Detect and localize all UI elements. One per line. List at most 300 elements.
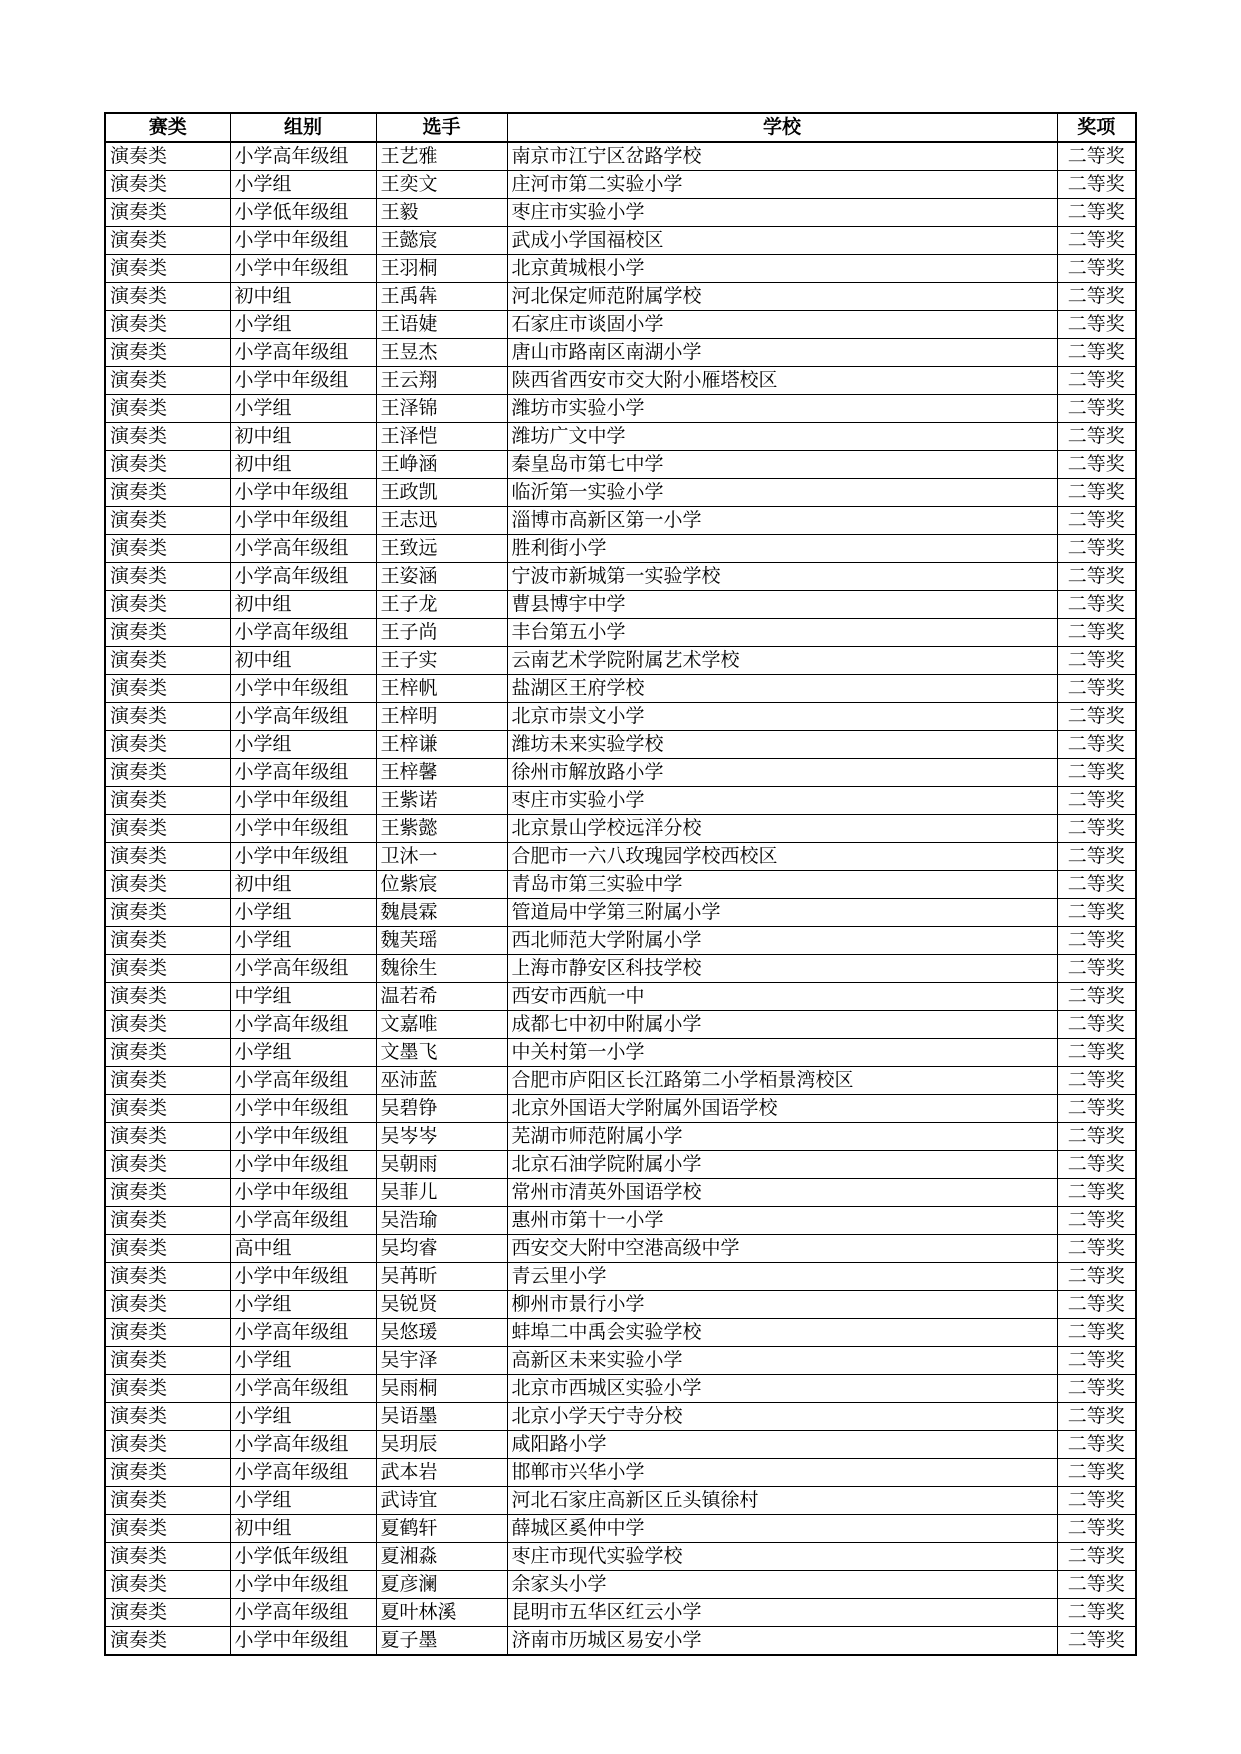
cell-group: 小学低年级组 (230, 199, 376, 227)
cell-group: 小学中年级组 (230, 815, 376, 843)
table-row (105, 955, 1136, 983)
cell-group: 小学中年级组 (230, 367, 376, 395)
cell-contestant: 夏子墨 (376, 1627, 507, 1656)
cell-group: 小学中年级组 (230, 479, 376, 507)
header-school: 学校 (507, 113, 1057, 142)
cell-school: 河北保定师范附属学校 (507, 283, 1057, 311)
cell-contestant: 王羽桐 (376, 255, 507, 283)
cell-group: 小学高年级组 (230, 339, 376, 367)
cell-award: 二等奖 (1057, 227, 1136, 255)
table-row (105, 927, 1136, 955)
cell-group: 小学高年级组 (230, 1599, 376, 1627)
cell-group: 小学高年级组 (230, 955, 376, 983)
cell-award: 二等奖 (1057, 255, 1136, 283)
cell-award: 二等奖 (1057, 843, 1136, 871)
cell-school: 西安市西航一中 (507, 983, 1057, 1011)
cell-category: 演奏类 (105, 227, 230, 255)
cell-contestant: 吴锐贤 (376, 1291, 507, 1319)
cell-school: 临沂第一实验小学 (507, 479, 1057, 507)
header-contestant: 选手 (376, 113, 507, 142)
table-row (105, 1571, 1136, 1599)
cell-contestant: 王政凯 (376, 479, 507, 507)
cell-group: 小学高年级组 (230, 1431, 376, 1459)
cell-category: 演奏类 (105, 283, 230, 311)
cell-group: 小学中年级组 (230, 675, 376, 703)
cell-category: 演奏类 (105, 927, 230, 955)
cell-group: 小学高年级组 (230, 535, 376, 563)
table-row (105, 535, 1136, 563)
cell-school: 西北师范大学附属小学 (507, 927, 1057, 955)
table-row (105, 1375, 1136, 1403)
cell-category: 演奏类 (105, 142, 230, 171)
cell-school: 枣庄市实验小学 (507, 787, 1057, 815)
cell-school: 宁波市新城第一实验学校 (507, 563, 1057, 591)
cell-award: 二等奖 (1057, 1235, 1136, 1263)
cell-group: 初中组 (230, 1515, 376, 1543)
cell-contestant: 王紫诺 (376, 787, 507, 815)
table-row (105, 1179, 1136, 1207)
cell-contestant: 王子龙 (376, 591, 507, 619)
cell-school: 常州市清英外国语学校 (507, 1179, 1057, 1207)
cell-award: 二等奖 (1057, 1571, 1136, 1599)
cell-group: 小学中年级组 (230, 255, 376, 283)
cell-contestant: 王泽恺 (376, 423, 507, 451)
cell-category: 演奏类 (105, 591, 230, 619)
cell-school: 上海市静安区科技学校 (507, 955, 1057, 983)
cell-category: 演奏类 (105, 983, 230, 1011)
cell-contestant: 文嘉唯 (376, 1011, 507, 1039)
cell-category: 演奏类 (105, 1375, 230, 1403)
cell-contestant: 王姿涵 (376, 563, 507, 591)
cell-group: 小学组 (230, 1403, 376, 1431)
cell-category: 演奏类 (105, 1487, 230, 1515)
cell-award: 二等奖 (1057, 1263, 1136, 1291)
cell-school: 盐湖区王府学校 (507, 675, 1057, 703)
table-row (105, 339, 1136, 367)
cell-contestant: 卫沐一 (376, 843, 507, 871)
cell-school: 青岛市第三实验中学 (507, 871, 1057, 899)
cell-award: 二等奖 (1057, 1095, 1136, 1123)
table-row (105, 983, 1136, 1011)
cell-school: 云南艺术学院附属艺术学校 (507, 647, 1057, 675)
cell-school: 北京小学天宁寺分校 (507, 1403, 1057, 1431)
table-body (105, 142, 1136, 1655)
cell-contestant: 吴悠瑗 (376, 1319, 507, 1347)
table-row (105, 1235, 1136, 1263)
cell-contestant: 王梓馨 (376, 759, 507, 787)
cell-category: 演奏类 (105, 255, 230, 283)
cell-contestant: 吴雨桐 (376, 1375, 507, 1403)
cell-group: 小学组 (230, 311, 376, 339)
cell-category: 演奏类 (105, 535, 230, 563)
cell-contestant: 吴均睿 (376, 1235, 507, 1263)
cell-school: 唐山市路南区南湖小学 (507, 339, 1057, 367)
cell-category: 演奏类 (105, 171, 230, 199)
table-row (105, 1067, 1136, 1095)
cell-category: 演奏类 (105, 1151, 230, 1179)
cell-category: 演奏类 (105, 479, 230, 507)
cell-school: 胜利街小学 (507, 535, 1057, 563)
cell-school: 惠州市第十一小学 (507, 1207, 1057, 1235)
table-row (105, 1319, 1136, 1347)
cell-category: 演奏类 (105, 1319, 230, 1347)
cell-award: 二等奖 (1057, 1375, 1136, 1403)
cell-school: 余家头小学 (507, 1571, 1057, 1599)
cell-category: 演奏类 (105, 1123, 230, 1151)
cell-contestant: 吴苒昕 (376, 1263, 507, 1291)
table-row (105, 899, 1136, 927)
header-award: 奖项 (1057, 113, 1136, 142)
cell-contestant: 王语婕 (376, 311, 507, 339)
cell-contestant: 夏叶林溪 (376, 1599, 507, 1627)
table-row (105, 367, 1136, 395)
cell-school: 薛城区奚仲中学 (507, 1515, 1057, 1543)
cell-group: 小学高年级组 (230, 1067, 376, 1095)
table-row (105, 1599, 1136, 1627)
cell-group: 小学高年级组 (230, 1207, 376, 1235)
cell-award: 二等奖 (1057, 899, 1136, 927)
cell-contestant: 魏芙瑶 (376, 927, 507, 955)
cell-category: 演奏类 (105, 955, 230, 983)
cell-school: 柳州市景行小学 (507, 1291, 1057, 1319)
cell-award: 二等奖 (1057, 647, 1136, 675)
table-row (105, 619, 1136, 647)
cell-school: 武成小学国福校区 (507, 227, 1057, 255)
cell-award: 二等奖 (1057, 787, 1136, 815)
cell-award: 二等奖 (1057, 955, 1136, 983)
cell-school: 蚌埠二中禹会实验学校 (507, 1319, 1057, 1347)
cell-group: 初中组 (230, 591, 376, 619)
cell-award: 二等奖 (1057, 339, 1136, 367)
table-row (105, 395, 1136, 423)
cell-category: 演奏类 (105, 311, 230, 339)
cell-group: 小学组 (230, 1347, 376, 1375)
cell-category: 演奏类 (105, 899, 230, 927)
cell-category: 演奏类 (105, 871, 230, 899)
table-row (105, 787, 1136, 815)
cell-award: 二等奖 (1057, 142, 1136, 171)
cell-category: 演奏类 (105, 815, 230, 843)
cell-school: 曹县博宇中学 (507, 591, 1057, 619)
cell-school: 枣庄市现代实验学校 (507, 1543, 1057, 1571)
cell-award: 二等奖 (1057, 1123, 1136, 1151)
cell-award: 二等奖 (1057, 983, 1136, 1011)
cell-award: 二等奖 (1057, 451, 1136, 479)
cell-contestant: 王毅 (376, 199, 507, 227)
cell-contestant: 王禹犇 (376, 283, 507, 311)
cell-award: 二等奖 (1057, 311, 1136, 339)
cell-school: 北京石油学院附属小学 (507, 1151, 1057, 1179)
cell-category: 演奏类 (105, 1207, 230, 1235)
cell-school: 芜湖市师范附属小学 (507, 1123, 1057, 1151)
cell-contestant: 王紫懿 (376, 815, 507, 843)
table-row (105, 1291, 1136, 1319)
cell-category: 演奏类 (105, 339, 230, 367)
cell-group: 小学中年级组 (230, 787, 376, 815)
cell-contestant: 王致远 (376, 535, 507, 563)
cell-award: 二等奖 (1057, 1011, 1136, 1039)
table-row (105, 1263, 1136, 1291)
table-row (105, 1011, 1136, 1039)
cell-group: 小学组 (230, 1039, 376, 1067)
cell-school: 潍坊未来实验学校 (507, 731, 1057, 759)
cell-contestant: 武诗宜 (376, 1487, 507, 1515)
cell-group: 初中组 (230, 871, 376, 899)
cell-group: 小学中年级组 (230, 507, 376, 535)
cell-award: 二等奖 (1057, 1403, 1136, 1431)
cell-school: 中关村第一小学 (507, 1039, 1057, 1067)
cell-contestant: 王峥涵 (376, 451, 507, 479)
cell-award: 二等奖 (1057, 1067, 1136, 1095)
cell-contestant: 夏鹤轩 (376, 1515, 507, 1543)
cell-category: 演奏类 (105, 1599, 230, 1627)
cell-school: 北京市崇文小学 (507, 703, 1057, 731)
table-row (105, 1487, 1136, 1515)
cell-award: 二等奖 (1057, 1627, 1136, 1656)
table-row (105, 1095, 1136, 1123)
cell-group: 小学高年级组 (230, 703, 376, 731)
cell-award: 二等奖 (1057, 1347, 1136, 1375)
cell-group: 小学高年级组 (230, 1011, 376, 1039)
cell-contestant: 王梓明 (376, 703, 507, 731)
table-row (105, 1403, 1136, 1431)
cell-school: 邯郸市兴华小学 (507, 1459, 1057, 1487)
cell-school: 济南市历城区易安小学 (507, 1627, 1057, 1656)
cell-award: 二等奖 (1057, 675, 1136, 703)
cell-school: 丰台第五小学 (507, 619, 1057, 647)
cell-group: 小学高年级组 (230, 759, 376, 787)
header-group: 组别 (230, 113, 376, 142)
cell-award: 二等奖 (1057, 563, 1136, 591)
cell-group: 高中组 (230, 1235, 376, 1263)
cell-category: 演奏类 (105, 199, 230, 227)
cell-group: 小学中年级组 (230, 1627, 376, 1656)
table-row (105, 1039, 1136, 1067)
table-row (105, 1459, 1136, 1487)
cell-group: 小学低年级组 (230, 1543, 376, 1571)
table-row (105, 227, 1136, 255)
cell-category: 演奏类 (105, 843, 230, 871)
cell-category: 演奏类 (105, 1431, 230, 1459)
cell-group: 小学中年级组 (230, 227, 376, 255)
cell-award: 二等奖 (1057, 815, 1136, 843)
cell-group: 小学高年级组 (230, 142, 376, 171)
cell-school: 枣庄市实验小学 (507, 199, 1057, 227)
cell-group: 小学高年级组 (230, 619, 376, 647)
cell-contestant: 王艺雅 (376, 142, 507, 171)
cell-group: 中学组 (230, 983, 376, 1011)
cell-school: 管道局中学第三附属小学 (507, 899, 1057, 927)
cell-category: 演奏类 (105, 451, 230, 479)
cell-school: 石家庄市谈固小学 (507, 311, 1057, 339)
cell-group: 初中组 (230, 423, 376, 451)
cell-award: 二等奖 (1057, 1151, 1136, 1179)
cell-school: 青云里小学 (507, 1263, 1057, 1291)
cell-contestant: 吴浩瑜 (376, 1207, 507, 1235)
cell-contestant: 夏彦澜 (376, 1571, 507, 1599)
table-row (105, 423, 1136, 451)
cell-contestant: 温若希 (376, 983, 507, 1011)
cell-group: 小学中年级组 (230, 1095, 376, 1123)
cell-group: 小学中年级组 (230, 1179, 376, 1207)
table-row (105, 1431, 1136, 1459)
cell-award: 二等奖 (1057, 535, 1136, 563)
cell-group: 小学中年级组 (230, 1263, 376, 1291)
cell-award: 二等奖 (1057, 395, 1136, 423)
cell-group: 小学中年级组 (230, 1571, 376, 1599)
cell-category: 演奏类 (105, 1235, 230, 1263)
cell-category: 演奏类 (105, 703, 230, 731)
table-row (105, 199, 1136, 227)
table-row (105, 451, 1136, 479)
cell-category: 演奏类 (105, 1263, 230, 1291)
cell-school: 北京景山学校远洋分校 (507, 815, 1057, 843)
cell-contestant: 吴菲儿 (376, 1179, 507, 1207)
cell-category: 演奏类 (105, 1627, 230, 1656)
cell-category: 演奏类 (105, 1347, 230, 1375)
cell-category: 演奏类 (105, 675, 230, 703)
table-row (105, 479, 1136, 507)
cell-contestant: 武本岩 (376, 1459, 507, 1487)
cell-contestant: 位紫宸 (376, 871, 507, 899)
cell-category: 演奏类 (105, 395, 230, 423)
cell-contestant: 吴语墨 (376, 1403, 507, 1431)
cell-contestant: 吴玥辰 (376, 1431, 507, 1459)
cell-school: 高新区未来实验小学 (507, 1347, 1057, 1375)
cell-award: 二等奖 (1057, 759, 1136, 787)
cell-group: 初中组 (230, 283, 376, 311)
cell-contestant: 王昱杰 (376, 339, 507, 367)
cell-contestant: 王云翔 (376, 367, 507, 395)
cell-group: 初中组 (230, 647, 376, 675)
table-row (105, 759, 1136, 787)
cell-category: 演奏类 (105, 1543, 230, 1571)
cell-contestant: 王懿宸 (376, 227, 507, 255)
cell-award: 二等奖 (1057, 619, 1136, 647)
cell-award: 二等奖 (1057, 479, 1136, 507)
cell-group: 小学高年级组 (230, 1375, 376, 1403)
cell-category: 演奏类 (105, 787, 230, 815)
cell-category: 演奏类 (105, 759, 230, 787)
cell-contestant: 吴宇泽 (376, 1347, 507, 1375)
cell-award: 二等奖 (1057, 171, 1136, 199)
cell-award: 二等奖 (1057, 1039, 1136, 1067)
header-row (105, 113, 1136, 142)
cell-group: 小学组 (230, 899, 376, 927)
cell-category: 演奏类 (105, 1515, 230, 1543)
cell-award: 二等奖 (1057, 367, 1136, 395)
cell-group: 小学组 (230, 171, 376, 199)
cell-award: 二等奖 (1057, 283, 1136, 311)
table-row (105, 871, 1136, 899)
cell-contestant: 魏徐生 (376, 955, 507, 983)
table-row (105, 1151, 1136, 1179)
cell-group: 小学中年级组 (230, 1151, 376, 1179)
table-row (105, 1207, 1136, 1235)
cell-contestant: 王子尚 (376, 619, 507, 647)
cell-school: 陕西省西安市交大附小雁塔校区 (507, 367, 1057, 395)
cell-category: 演奏类 (105, 507, 230, 535)
cell-contestant: 吴朝雨 (376, 1151, 507, 1179)
cell-award: 二等奖 (1057, 591, 1136, 619)
cell-award: 二等奖 (1057, 703, 1136, 731)
cell-group: 小学高年级组 (230, 563, 376, 591)
cell-award: 二等奖 (1057, 423, 1136, 451)
cell-school: 合肥市一六八玫瑰园学校西校区 (507, 843, 1057, 871)
cell-school: 西安交大附中空港高级中学 (507, 1235, 1057, 1263)
cell-award: 二等奖 (1057, 1431, 1136, 1459)
cell-contestant: 吴碧铮 (376, 1095, 507, 1123)
cell-award: 二等奖 (1057, 871, 1136, 899)
cell-category: 演奏类 (105, 563, 230, 591)
table-row (105, 815, 1136, 843)
cell-group: 小学高年级组 (230, 1319, 376, 1347)
table-row (105, 591, 1136, 619)
cell-award: 二等奖 (1057, 507, 1136, 535)
cell-contestant: 文墨飞 (376, 1039, 507, 1067)
table-row (105, 311, 1136, 339)
cell-school: 秦皇岛市第七中学 (507, 451, 1057, 479)
cell-group: 小学组 (230, 1487, 376, 1515)
cell-award: 二等奖 (1057, 731, 1136, 759)
header-category: 赛类 (105, 113, 230, 142)
cell-category: 演奏类 (105, 1095, 230, 1123)
cell-award: 二等奖 (1057, 1179, 1136, 1207)
cell-contestant: 王泽锦 (376, 395, 507, 423)
cell-category: 演奏类 (105, 1179, 230, 1207)
cell-school: 北京外国语大学附属外国语学校 (507, 1095, 1057, 1123)
cell-group: 初中组 (230, 451, 376, 479)
cell-school: 河北石家庄高新区丘头镇徐村 (507, 1487, 1057, 1515)
cell-category: 演奏类 (105, 1291, 230, 1319)
cell-group: 小学组 (230, 395, 376, 423)
cell-award: 二等奖 (1057, 1291, 1136, 1319)
cell-school: 成都七中初中附属小学 (507, 1011, 1057, 1039)
cell-school: 庄河市第二实验小学 (507, 171, 1057, 199)
cell-contestant: 夏湘淼 (376, 1543, 507, 1571)
cell-school: 潍坊市实验小学 (507, 395, 1057, 423)
cell-contestant: 王子实 (376, 647, 507, 675)
cell-award: 二等奖 (1057, 1599, 1136, 1627)
cell-school: 徐州市解放路小学 (507, 759, 1057, 787)
table-row (105, 283, 1136, 311)
cell-award: 二等奖 (1057, 1515, 1136, 1543)
table-row (105, 1123, 1136, 1151)
cell-contestant: 王梓帆 (376, 675, 507, 703)
table-row (105, 255, 1136, 283)
cell-category: 演奏类 (105, 1039, 230, 1067)
table-row (105, 647, 1136, 675)
cell-school: 北京黄城根小学 (507, 255, 1057, 283)
table-row (105, 731, 1136, 759)
cell-school: 昆明市五华区红云小学 (507, 1599, 1057, 1627)
cell-group: 小学组 (230, 927, 376, 955)
cell-category: 演奏类 (105, 1067, 230, 1095)
cell-school: 潍坊广文中学 (507, 423, 1057, 451)
cell-award: 二等奖 (1057, 1543, 1136, 1571)
cell-award: 二等奖 (1057, 1459, 1136, 1487)
cell-category: 演奏类 (105, 367, 230, 395)
cell-school: 咸阳路小学 (507, 1431, 1057, 1459)
cell-award: 二等奖 (1057, 1319, 1136, 1347)
cell-group: 小学组 (230, 1291, 376, 1319)
cell-group: 小学组 (230, 731, 376, 759)
cell-school: 合肥市庐阳区长江路第二小学栢景湾校区 (507, 1067, 1057, 1095)
cell-group: 小学高年级组 (230, 1459, 376, 1487)
cell-category: 演奏类 (105, 1403, 230, 1431)
cell-school: 南京市江宁区岔路学校 (507, 142, 1057, 171)
table-row (105, 507, 1136, 535)
